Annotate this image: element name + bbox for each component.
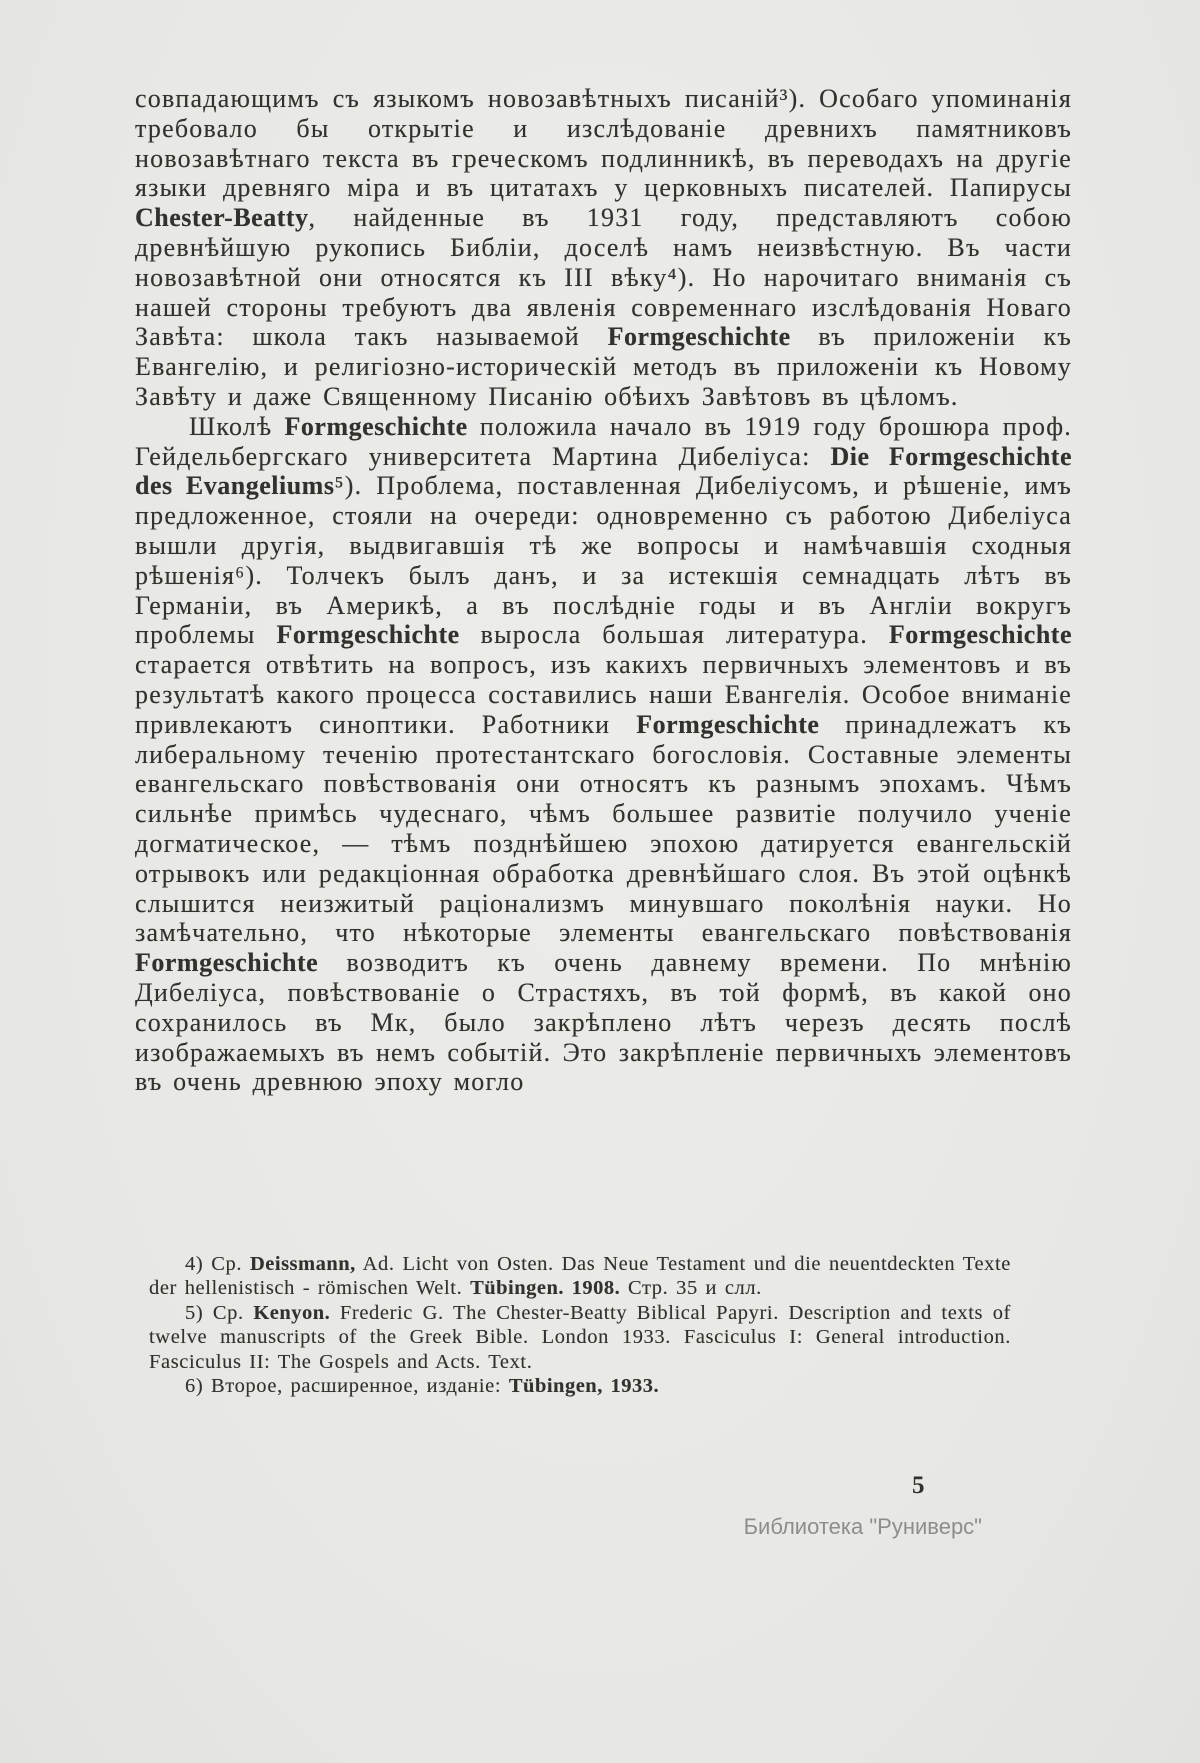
- latin-term: Formgeschichte: [888, 620, 1073, 650]
- watermark: Библиотека "Руниверс": [743, 1514, 982, 1539]
- latin-term: Tübingen, 1933.: [508, 1375, 660, 1398]
- latin-term: Formgeschichte: [284, 411, 468, 441]
- latin-term: Formgeschichte: [607, 322, 791, 352]
- latin-term: Deissmann,: [249, 1253, 356, 1275]
- text-run: Ad. Licht von Osten. Das Neue Testament und die neuentdeckten Texte der hellenistisch - römischen Welt.: [149, 1253, 1011, 1300]
- text-run: Стр. 35 и слл.: [620, 1277, 762, 1300]
- latin-term: Chester-Beatty: [135, 203, 309, 233]
- latin-term: Tübingen. 1908.: [470, 1277, 621, 1300]
- latin-term: Formgeschichte: [636, 709, 820, 739]
- body-paragraph: [135, 84, 1072, 412]
- latin-term: Formgeschichte: [135, 948, 319, 978]
- text-run: 4) Ср.: [185, 1253, 250, 1275]
- body-text: [135, 84, 1072, 1252]
- footnote: [149, 1301, 1011, 1374]
- text-run: 5) Ср.: [185, 1301, 254, 1324]
- text-run: 6) Второе, расширенное, изданіе:: [185, 1375, 509, 1398]
- latin-term: Kenyon.: [253, 1301, 331, 1324]
- latin-term: Formgeschichte: [276, 620, 460, 650]
- text-run: , найденные въ 1931 году, представляютъ собою древнѣйшую рукопись Библіи, доселѣ намъ неизвѣстную. Въ части новозавѣтной они относятся къ III вѣку⁴). Но нарочитаго вниманія съ нашей стороны требуютъ два явленія современнаго изслѣдованія Новаго Завѣта: школа такъ называемой: [135, 203, 1072, 352]
- page-number: 5: [912, 1472, 925, 1499]
- text-run: выросла большая литература.: [459, 620, 889, 650]
- footnote: [149, 1252, 1011, 1301]
- text-run: старается отвѣтить на вопросъ, изъ какихъ первичныхъ элементовъ и въ результатѣ какого процесса составились наши Евангелія. Особое вниманіе привлекаютъ синоптики. Работники: [135, 650, 1072, 739]
- text-run: Школѣ: [189, 411, 285, 441]
- footnote: [149, 1374, 1011, 1398]
- body-paragraph: [135, 412, 1072, 1097]
- text-run: совпадающимъ съ языкомъ новозавѣтныхъ писаній³). Особаго упоминанія требовало бы открытіе и изслѣдованіе древнихъ памятниковъ новозавѣтнаго текста въ греческомъ подлинникѣ, въ переводахъ на другіе языки древняго міра и въ цитатахъ у церковныхъ писателей. Папирусы: [135, 84, 1072, 203]
- text-run: принадлежатъ къ либеральному теченію протестантскаго богословія. Составные элементы евангельскаго повѣствованія они относятъ къ разнымъ эпохамъ. Чѣмъ сильнѣе примѣсь чудеснаго, чѣмъ большее развитіе получило ученіе догматическое, — тѣмъ позднѣйшею эпохою датируется евангельскій отрывокъ или редакціонная обработка древнѣйшаго слоя. Въ этой оцѣнкѣ слышится неизжитый раціонализмъ минувшаго поколѣнія науки. Но замѣчательно, что нѣкоторые элементы евангельскаго повѣствованія: [135, 709, 1072, 948]
- text-run: возводитъ къ очень давнему времени. По мнѣнію Дибеліуса, повѣствованіе о Страстяхъ, въ той формѣ, въ какой оно сохранилось въ Мк, было закрѣплено лѣтъ черезъ десять послѣ изображаемыхъ въ немъ событій. Это закрѣпленіе первичныхъ элементовъ въ очень древнюю эпоху могло: [135, 948, 1072, 1097]
- text-run: положила начало въ 1919 году брошюра проф. Гейдельбергскаго университета Мартина Дибеліуса:: [135, 411, 1072, 471]
- latin-term: Die Formgeschichte des Evangeliums: [135, 441, 1073, 501]
- text-run: ⁵). Проблема, поставленная Дибеліусомъ, и рѣшеніе, имъ предложенное, стояли на очереди: одновременно съ работою Дибеліуса вышли другія, выдвигавшія тѣ же вопросы и намѣчавшія сходныя рѣшенія⁶). Толчекъ былъ данъ, и за истекшія семнадцать лѣтъ въ Германіи, въ Америкѣ, а въ послѣдніе годы и въ Англіи вокругъ проблемы: [135, 471, 1072, 650]
- text-run: въ приложеніи къ Евангелію, и религіозно-историческій методъ въ приложеніи къ Новому Завѣту и даже Священному Писанію обѣихъ Завѣтовъ въ цѣломъ.: [135, 322, 1072, 411]
- text-run: Frederic G. The Chester-Beatty Biblical Papyri. Description and texts of twelve manuscripts of the Greek Bible. London 1933. Fasciculus I: General introduction. Fasciculus II: The Gospels and Acts. Text.: [149, 1301, 1011, 1373]
- footnote-block: [149, 1252, 1011, 1398]
